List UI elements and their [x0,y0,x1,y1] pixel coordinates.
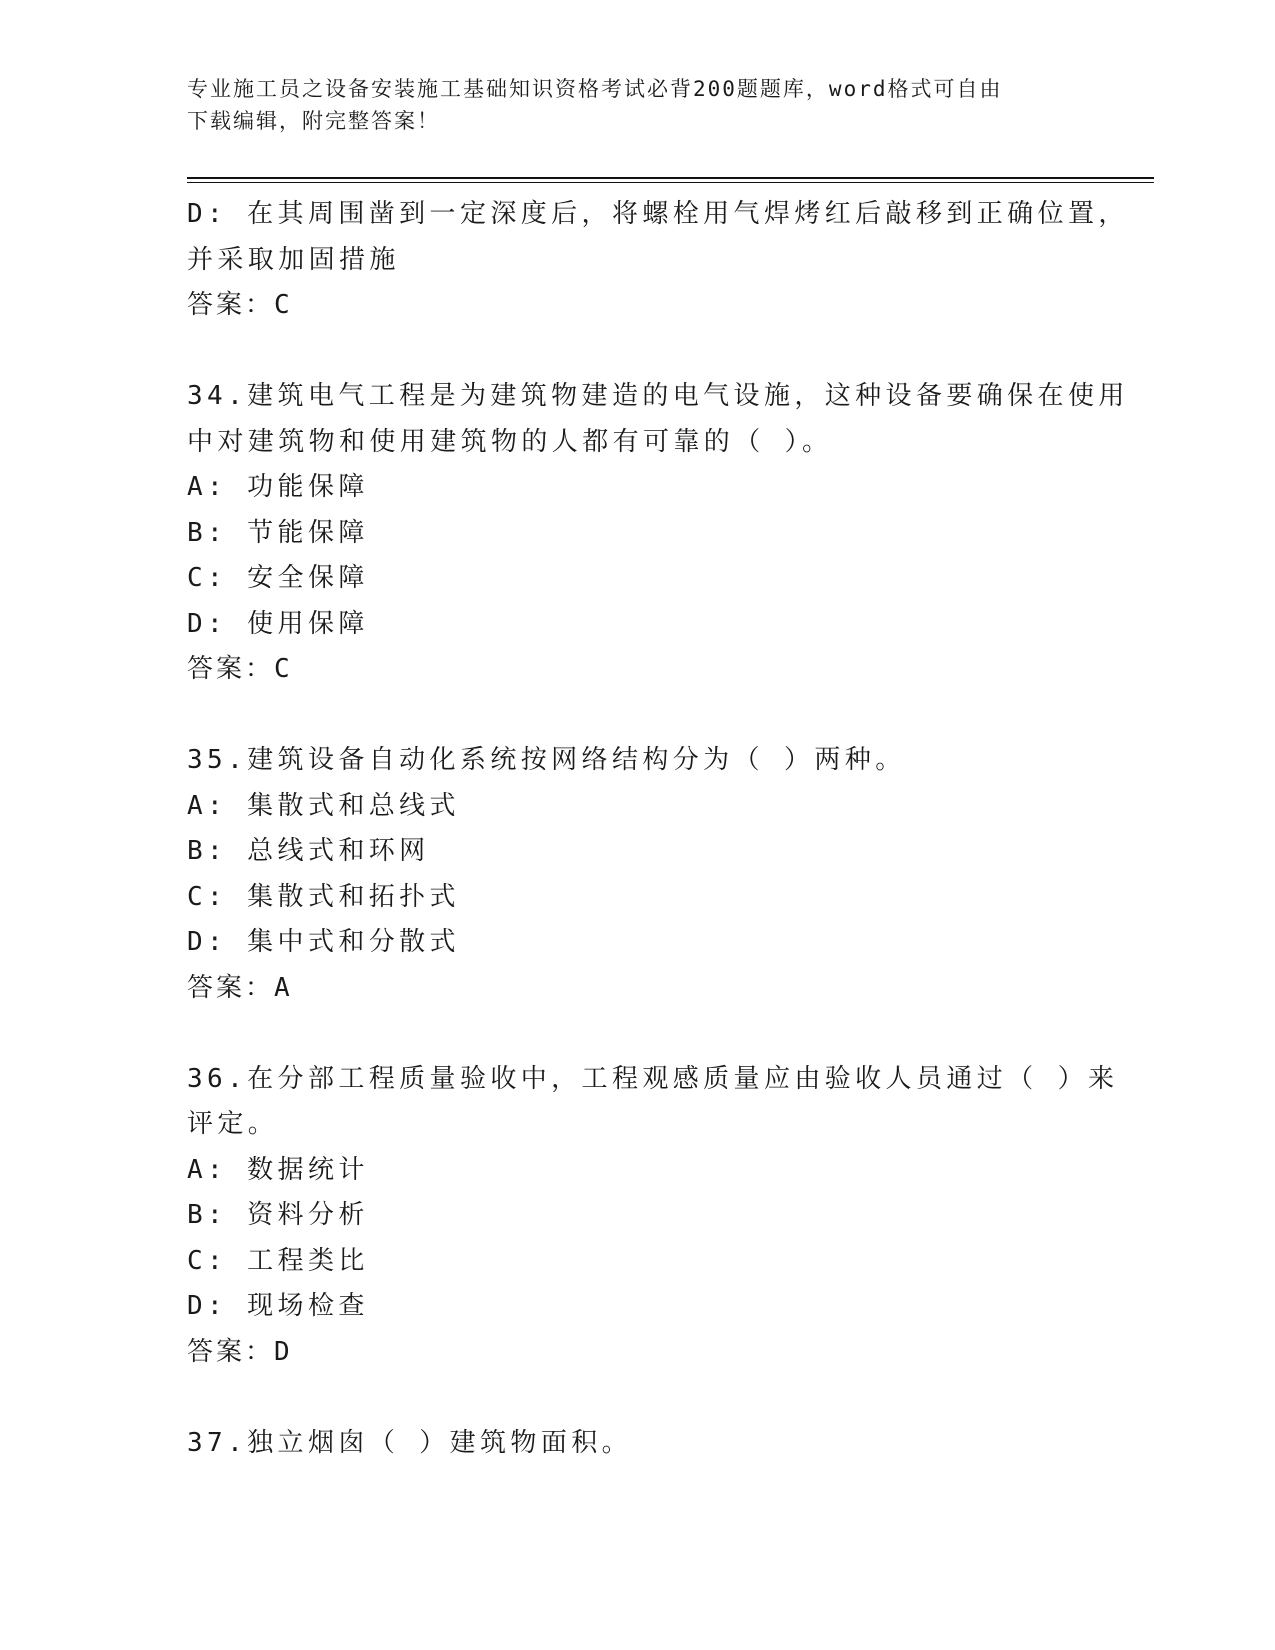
q33-answer: 答案：C [187,290,293,320]
q34-answer: 答案：C [187,654,293,684]
q33-option-d-line-2: 并采取加固措施 [187,244,400,275]
header-line-1: 专业施工员之设备安装施工基础知识资格考试必背200题题库，word格式可自由 [187,77,1003,101]
q35-answer: 答案：A [187,972,293,1003]
q36-option-b: B: 资料分析 [187,1200,369,1230]
spacer [187,1375,1087,1421]
document-header [187,73,1067,137]
question-33 [187,192,1129,329]
q35-option-a: A: 集散式和总线式 [187,790,460,821]
q36-answer: 答案：D [187,1336,293,1367]
q34-option-a: A: 功能保障 [187,472,369,502]
q36-stem-line-1: 36.在分部工程质量验收中，工程观感质量应由验收人员通过（ ）来 [187,1063,1119,1094]
q34-option-d: D: 使用保障 [187,608,369,639]
header-line-2: 下载编辑，附完整答案！ [187,109,440,133]
header-rule-thin [187,182,1154,183]
q36-stem-line-2: 评定。 [187,1109,279,1139]
q34-option-b: B: 节能保障 [187,517,369,548]
q36-option-a: A: 数据统计 [187,1154,369,1185]
spacer [187,329,1087,375]
spacer [187,693,1087,739]
q34-option-c: C: 安全保障 [187,563,369,593]
question-36 [187,1057,1119,1376]
q36-option-c: C: 工程类比 [187,1245,369,1276]
q33-option-d-line-1: D: 在其周围凿到一定深度后，将螺栓用气焊烤红后敲移到正确位置， [187,199,1129,229]
q35-stem-line-1: 35.建筑设备自动化系统按网络结构分为（ ）两种。 [187,745,906,775]
q36-option-d: D: 现场检查 [187,1291,369,1321]
spacer [187,1011,1087,1057]
question-list [187,192,1129,1466]
question-37 [187,1421,1087,1467]
q35-option-b: B: 总线式和环网 [187,836,430,866]
q35-option-d: D: 集中式和分散式 [187,927,460,957]
q34-stem-line-2: 中对建筑物和使用建筑物的人都有可靠的（ ）。 [187,426,833,457]
q35-option-c: C: 集散式和拓扑式 [187,881,460,912]
question-34 [187,374,1129,693]
question-35 [187,738,1087,1011]
q34-stem-line-1: 34.建筑电气工程是为建筑物建造的电气设施，这种设备要确保在使用 [187,381,1129,411]
q37-stem-line-1: 37.独立烟囱（ ）建筑物面积。 [187,1427,633,1458]
header-rule-thick [187,177,1154,179]
